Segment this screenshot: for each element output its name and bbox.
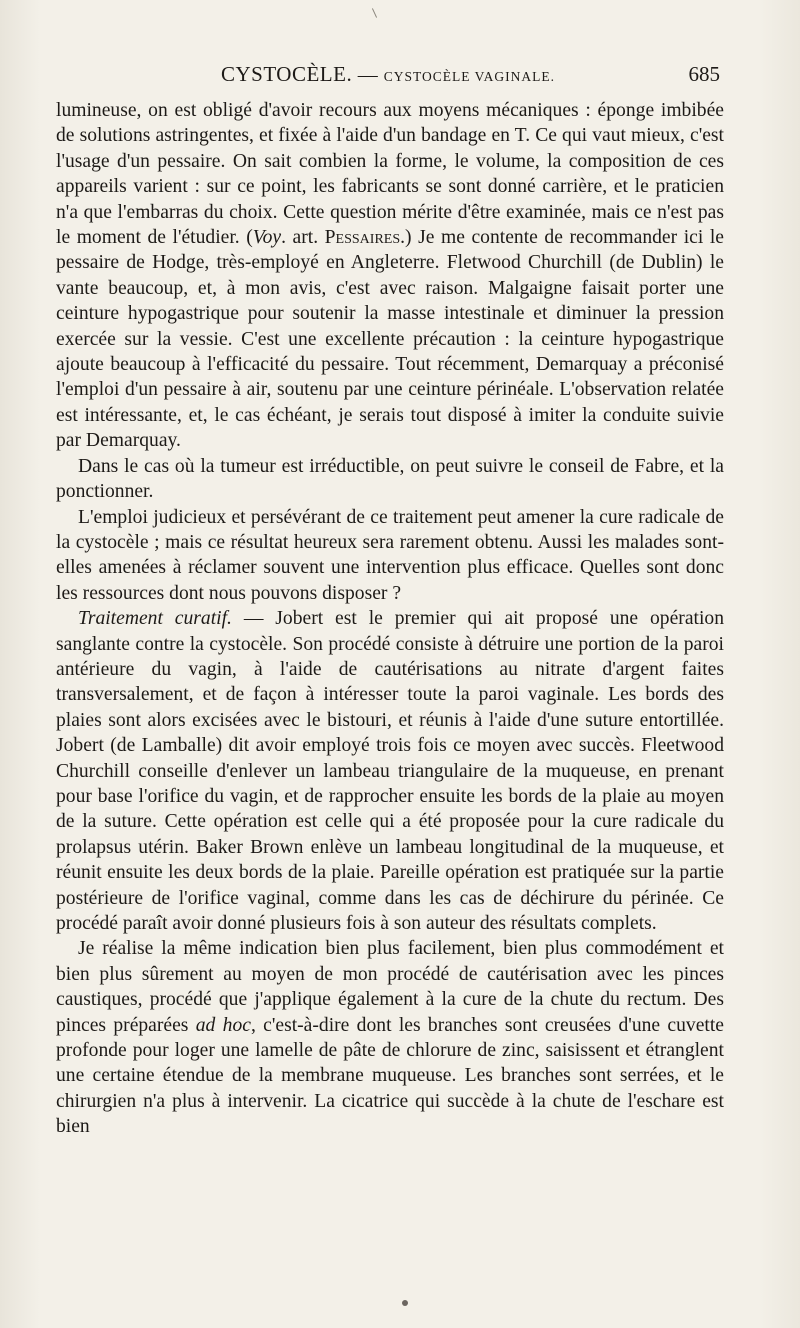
paragraph <box>56 606 724 936</box>
italic-text: Traitement curatif. <box>78 608 232 630</box>
ink-dot <box>402 1300 408 1306</box>
italic-text: ad hoc <box>195 1014 251 1036</box>
paragraph <box>56 98 724 454</box>
page-number: 685 <box>688 62 720 86</box>
text-run: .) Je me contente de recommander ici le pessaire de Hodge, très-employé en Angleterre. Fletwood Churchill (de Dublin) le vante beaucoup, et, à mon avis, c'est avec raison. Malgaigne faisait porter une ceinture hypogastrique pour soutenir la masse intestinale et diminuer la pression exercée sur la vessie. C'est une excellente précaution : la ceinture hypogastrique ajoute beaucoup à l'efficacité du pessaire. Tout récemment, Demarquay a préconisé l'emploi d'un pessaire à air, soutenu par une ceinture périnéale. L'observation relatée est intéressante, et, le cas échéant, je serais tout disposé à imiter la conduite suivie par Demarquay. <box>56 227 724 452</box>
header-title-separator: — <box>352 64 384 86</box>
text-run: L'emploi judicieux et persévérant de ce traitement peut amener la cure radicale de la cystocèle ; mais ce résultat heureux sera rarement obtenu. Aussi les malades sont-elles amenées à réclamer souvent une intervention plus efficace. Quelles sont donc les ressources dont nous pouvons disposer ? <box>56 506 724 604</box>
text-run: lumineuse, on est obligé d'avoir recours aux moyens mécaniques : éponge imbibée de solutions astringentes, et fixée à l'aide d'un bandage en T. Ce qui vaut mieux, c'est l'usage d'un pessaire. On sait combien la forme, le volume, la composition de ces appareils varient : sur ce point, les fabricants se sont donné carrière, et le praticien n'a que l'embarras du choix. Cette question mérite d'être examinée, mais ce n'est pas le moment de l'étudier. ( <box>56 100 724 249</box>
text-run: — Jobert est le premier qui ait proposé une opération sanglante contre la cystocèle. Son procédé consiste à détruire une portion de la paroi antérieure du vagin, à l'aide de cautérisations au nitrate d'argent faites transversalement, et de façon à intéresser toute la paroi vaginale. Les bords des plaies sont alors excisées avec le bistouri, et réunis à l'aide d'une suture entortillée. Jobert (de Lamballe) dit avoir employé trois fois ce moyen avec succès. Fleetwood Churchill conseille d'enlever un lambeau triangulaire de la muqueuse, en prenant pour base l'orifice du vagin, et de rapprocher ensuite les bords de la plaie au moyen de la suture. Cette opération est celle qui a été proposée pour la cure radicale du prolapsus utérin. Baker Brown enlève un lambeau longitudinal de la muqueuse, et réunit ensuite les deux bords de la plaie. Pareille opération est pratiquée sur la partie postérieure de l'orifice vaginal, comme dans les cas de déchirure du périnée. Ce procédé paraît avoir donné plusieurs fois à son auteur des résultats complets. <box>56 608 724 934</box>
paragraph <box>56 936 724 1139</box>
paragraph <box>56 505 724 607</box>
body-text <box>56 98 724 1140</box>
text-run: , c'est-à-dire dont les branches sont creusées d'une cuvette profonde pour loger une lamelle de pâte de chlorure de zinc, saisissent et étranglent une certaine étendue de la membrane muqueuse. Les branches sont serrées, et le chirurgien n'a plus à intervenir. La cicatrice qui succède à la chute de l'eschare est bien <box>56 1014 724 1138</box>
small-caps-text: Pessaires <box>324 227 401 249</box>
italic-text: Voy <box>252 227 282 249</box>
header-title-main: CYSTOCÈLE. <box>221 62 353 86</box>
text-run: Je réalise la même indication bien plus facilement, bien plus commodément et bien plus sûrement au moyen de mon procédé de cautérisation avec les pinces caustiques, procédé que j'applique également à la cure de la chute du rectum. Des pinces préparées <box>56 938 724 1036</box>
text-run: . art. <box>281 227 325 249</box>
paragraph <box>56 454 724 505</box>
header-title-sub: CYSTOCÈLE VAGINALE. <box>383 69 555 84</box>
header-title <box>56 62 720 87</box>
running-header <box>56 60 720 90</box>
page-mark <box>372 8 377 17</box>
text-run: Dans le cas où la tumeur est irréductible, on peut suivre le conseil de Fabre, et la ponctionner. <box>56 455 724 503</box>
